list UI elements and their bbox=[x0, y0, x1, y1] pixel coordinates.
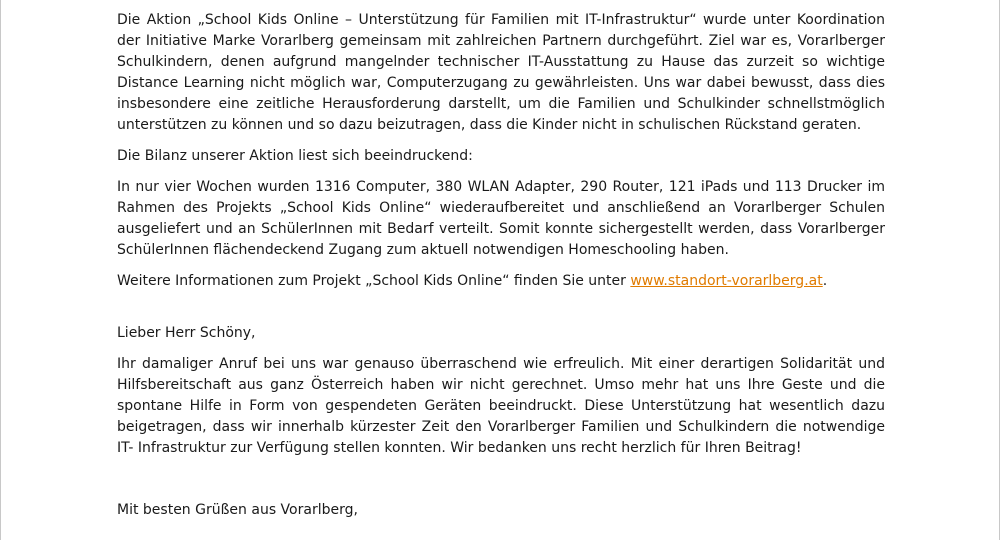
website-link[interactable]: www.standort-vorarlberg.at bbox=[630, 273, 823, 289]
paragraph-results: In nur vier Wochen wurden 1316 Computer, 380 WLAN Adapter, 290 Router, 121 iPads und 113 Drucker im Rahmen des Projekts „School Kids Online“ wiederaufbereitet und anschließend an Vorarlberger Schulen ausgeliefert und an SchülerInnen mit Bedarf verteilt. Somit konnte sichergestellt werden, dass Vorarlberger SchülerInnen flächendeckend Zugang zum aktuell notwendigen Homeschooling haben. bbox=[117, 179, 885, 258]
blank-line bbox=[117, 302, 885, 323]
paragraph-balance-heading: Die Bilanz unserer Aktion liest sich beeindruckend: bbox=[117, 148, 473, 164]
paragraph-thanks: Ihr damaliger Anruf bei uns war genauso überraschend wie erfreulich. Mit einer derartigen Solidarität und Hilfsbereitschaft aus ganz Österreich haben wir nicht gerechnet. Umso mehr hat uns Ihre Geste und die spontane Hilfe in Form von gespendeten Geräten beeindruckt. Diese Unterstützung hat wesentlich dazu beigetragen, dass wir innerhalb kürzester Zeit den Vorarlberger Familien und Schulkindern die notwendige IT- Infrastruktur zur Verfügung stellen konnten. Wir bedanken uns recht herzlich für Ihren Beitrag! bbox=[117, 356, 885, 456]
letter-body bbox=[117, 10, 885, 531]
paragraph-project-intro: Die Aktion „School Kids Online – Unterstützung für Familien mit IT-Infrastruktur“ wurde unter Koordination der Initiative Marke Vorarlberg gemeinsam mit zahlreichen Partnern durchgeführt. Ziel war es, Vorarlberger Schulkindern, denen aufgrund mangelnder technischer IT-Ausstattung zu Hause das zurzeit so wichtige Distance Learning nicht möglich war, Computerzugang zu gewährleisten. Uns war dabei bewusst, dass dies insbesondere eine zeitliche Herausforderung darstellt, um die Familien und Schulkinder schnellstmöglich unterstützen zu können und so dazu beizutragen, dass die Kinder nicht in schulischen Rückstand geraten. bbox=[117, 12, 885, 133]
salutation: Lieber Herr Schöny, bbox=[117, 325, 256, 341]
blank-line bbox=[117, 469, 885, 500]
closing-line: Mit besten Grüßen aus Vorarlberg, bbox=[117, 502, 358, 518]
more-info-period: . bbox=[822, 273, 828, 289]
paragraph-more-info bbox=[117, 271, 885, 292]
more-info-text: Weitere Informationen zum Projekt „School Kids Online“ finden Sie unter bbox=[117, 273, 631, 289]
